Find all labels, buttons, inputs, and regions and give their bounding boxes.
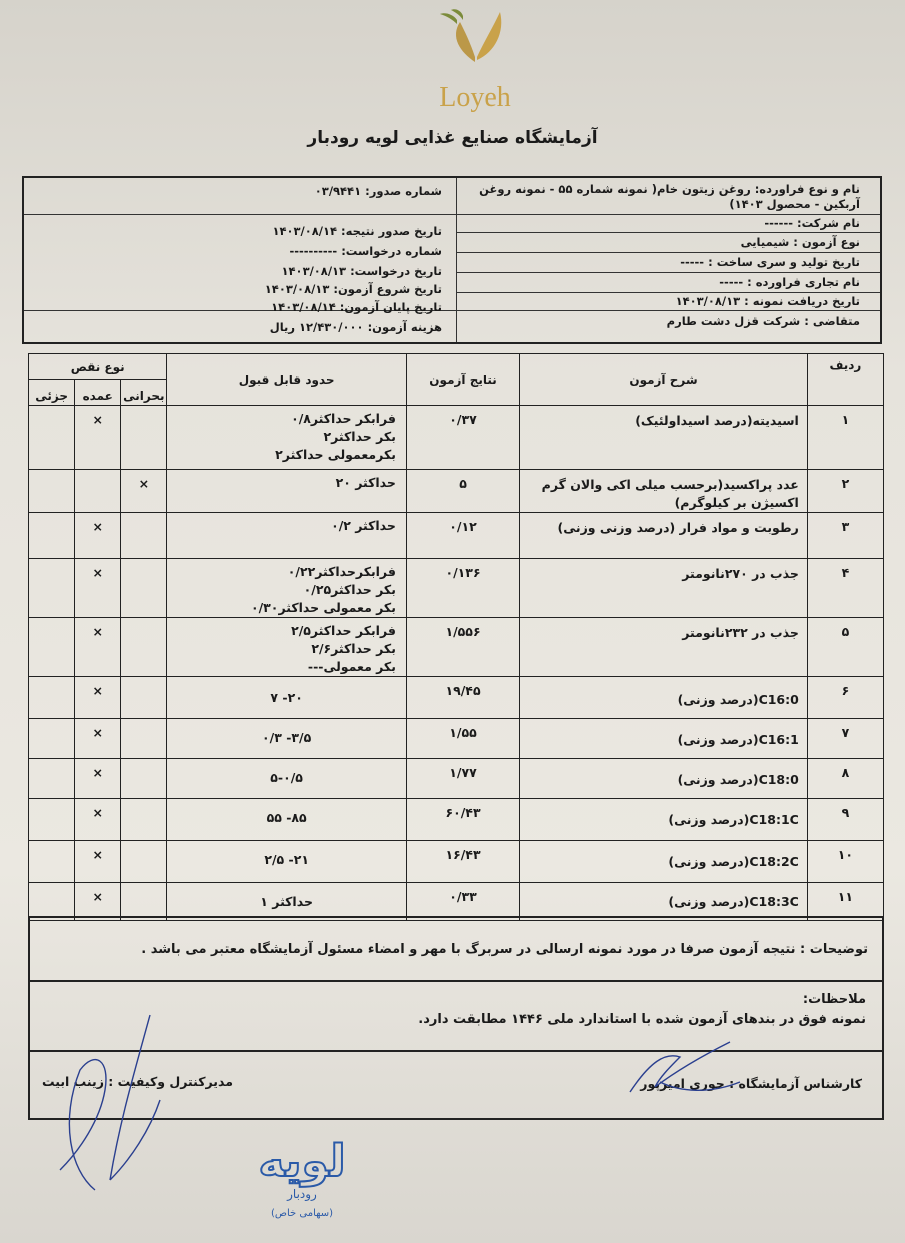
mark-major: × bbox=[75, 883, 121, 921]
table-row bbox=[29, 406, 884, 470]
mark-critical: × bbox=[121, 470, 167, 513]
mark-critical bbox=[121, 677, 167, 719]
mark-minor bbox=[29, 719, 75, 759]
test-description: عدد پراکسید(برحسب میلی اکی والان گرم اکسیژن بر کیلوگرم) bbox=[520, 470, 808, 513]
header-result: نتایج آزمون bbox=[406, 354, 519, 406]
mark-critical bbox=[121, 559, 167, 618]
mark-major: × bbox=[75, 841, 121, 883]
lab-expert-signature bbox=[610, 1022, 750, 1122]
acceptable-limits: ۵-۰/۵ bbox=[167, 759, 407, 799]
test-type: نوع آزمون : شیمیایی bbox=[740, 235, 860, 249]
applicant: متقاضی : شرکت قزل دشت طارم bbox=[666, 314, 860, 328]
acceptable-limits: ۲۰- ۷ bbox=[167, 677, 407, 719]
row-number: ۱۰ bbox=[807, 841, 883, 883]
mark-minor bbox=[29, 677, 75, 719]
table-row bbox=[29, 559, 884, 618]
mark-minor bbox=[29, 759, 75, 799]
row-number: ۸ bbox=[807, 759, 883, 799]
test-result: ۱۹/۴۵ bbox=[406, 677, 519, 719]
issue-number: شماره صدور: ۰۳/۹۴۴۱ bbox=[314, 184, 442, 198]
loyeh-logo bbox=[405, 2, 545, 117]
mark-major: × bbox=[75, 719, 121, 759]
table-row bbox=[29, 470, 884, 513]
test-end-date: تاریخ پایان آزمون: ۱۴۰۳/۰۸/۱۴ bbox=[271, 300, 442, 314]
test-description: C16:0(درصد وزنی) bbox=[520, 677, 808, 719]
test-result: ۵ bbox=[406, 470, 519, 513]
mark-minor bbox=[29, 559, 75, 618]
result-date: تاریخ صدور نتیجه: ۱۴۰۳/۰۸/۱۴ bbox=[272, 224, 442, 238]
table-row bbox=[29, 719, 884, 759]
table-row bbox=[29, 677, 884, 719]
company-name: نام شرکت: ------ bbox=[764, 216, 860, 230]
acceptable-limits: فرابکر حداکثر۲/۵ بکر حداکثر۲/۶ بکر معمولی--- bbox=[167, 618, 407, 677]
acceptable-limits: حداکثر ۲۰ bbox=[167, 470, 407, 513]
mark-major: × bbox=[75, 618, 121, 677]
test-result: ۱/۵۵۶ bbox=[406, 618, 519, 677]
mark-minor bbox=[29, 513, 75, 559]
table-row bbox=[29, 883, 884, 921]
test-description: جذب در ۲۷۰نانومتر bbox=[520, 559, 808, 618]
table-row bbox=[29, 799, 884, 841]
header-critical: بحرانی bbox=[121, 380, 167, 406]
mark-major: × bbox=[75, 513, 121, 559]
row-number: ۱۱ bbox=[807, 883, 883, 921]
brand-name: نام تجاری فراورده : ----- bbox=[719, 275, 860, 289]
acceptable-limits: ۸۵- ۵۵ bbox=[167, 799, 407, 841]
mark-major: × bbox=[75, 406, 121, 470]
row-number: ۹ bbox=[807, 799, 883, 841]
row-number: ۲ bbox=[807, 470, 883, 513]
test-result: ۱/۷۷ bbox=[406, 759, 519, 799]
mark-major: × bbox=[75, 799, 121, 841]
test-result: ۰/۳۷ bbox=[406, 406, 519, 470]
mark-minor bbox=[29, 841, 75, 883]
stamp-sub: رودبار bbox=[287, 1187, 317, 1201]
acceptable-limits: فرابکر حداکثر۰/۸ بکر حداکثر۲ بکرمعمولی حداکثر۲ bbox=[167, 406, 407, 470]
header-row-number: ردیف bbox=[807, 354, 883, 406]
table-row bbox=[29, 759, 884, 799]
test-result: ۰/۱۳۶ bbox=[406, 559, 519, 618]
test-description: C18:1C(درصد وزنی) bbox=[520, 799, 808, 841]
lab-expert-signature-label: کارشناس آزمایشگاه : حوری امیرپور bbox=[640, 1076, 862, 1091]
table-row bbox=[29, 841, 884, 883]
stamp-brand: لویه bbox=[258, 1136, 346, 1187]
acceptable-limits: حداکثر ۱ bbox=[167, 883, 407, 921]
row-number: ۳ bbox=[807, 513, 883, 559]
table-row bbox=[29, 618, 884, 677]
acceptable-limits: حداکثر ۰/۲ bbox=[167, 513, 407, 559]
test-cost: هزینه آزمون: ۱۲/۴۳۰/۰۰۰ ریال bbox=[269, 320, 442, 334]
production-date: تاریخ تولید و سری ساخت : ----- bbox=[680, 255, 860, 269]
qc-manager-signature-label: مدیرکنترل وکیفیت : زینب ابیت bbox=[42, 1074, 233, 1089]
mark-critical bbox=[121, 883, 167, 921]
product-name: نام و نوع فراورده: روغن زیتون خام( نمونه شماره ۵۵ - نمونه روغن آربکین - محصول ۱۴۰۳) bbox=[479, 182, 860, 211]
mark-critical bbox=[121, 406, 167, 470]
header-minor: جزئی bbox=[29, 380, 75, 406]
mark-critical bbox=[121, 618, 167, 677]
request-date: تاریخ درخواست: ۱۴۰۳/۰۸/۱۳ bbox=[281, 264, 442, 278]
logo-text: Loyeh bbox=[439, 82, 511, 113]
mark-major bbox=[75, 470, 121, 513]
mark-critical bbox=[121, 799, 167, 841]
test-description: C18:3C(درصد وزنی) bbox=[520, 883, 808, 921]
test-description: C18:2C(درصد وزنی) bbox=[520, 841, 808, 883]
row-number: ۷ bbox=[807, 719, 883, 759]
lab-title: آزمایشگاه صنایع غذایی لویه رودبار bbox=[307, 128, 598, 148]
test-description: رطوبت و مواد فرار (درصد وزنی وزنی) bbox=[520, 513, 808, 559]
sample-received-date: تاریخ دریافت نمونه : ۱۴۰۳/۰۸/۱۳ bbox=[675, 294, 860, 308]
test-result: ۰/۱۲ bbox=[406, 513, 519, 559]
test-description: جذب در ۲۳۲نانومتر bbox=[520, 618, 808, 677]
row-number: ۱ bbox=[807, 406, 883, 470]
header-description: شرح آزمون bbox=[520, 354, 808, 406]
test-result: ۰/۳۳ bbox=[406, 883, 519, 921]
info-box bbox=[22, 176, 882, 344]
test-result: ۱۶/۴۳ bbox=[406, 841, 519, 883]
stamp-company-type: (سهامی خاص) bbox=[270, 1208, 334, 1219]
test-start-date: تاریخ شروع آزمون: ۱۴۰۳/۰۸/۱۳ bbox=[264, 282, 442, 296]
row-number: ۶ bbox=[807, 677, 883, 719]
acceptable-limits: ۲۱- ۲/۵ bbox=[167, 841, 407, 883]
mark-minor bbox=[29, 406, 75, 470]
mark-minor bbox=[29, 618, 75, 677]
mark-minor bbox=[29, 799, 75, 841]
mark-major: × bbox=[75, 559, 121, 618]
row-number: ۵ bbox=[807, 618, 883, 677]
header-defect-type: نوع نقص bbox=[29, 354, 167, 380]
acceptable-limits: فرابکرحداکثر۰/۲۲ بکر حداکثر۰/۲۵ بکر معمولی حداکثر۰/۳۰ bbox=[167, 559, 407, 618]
qc-manager-signature bbox=[40, 1010, 180, 1200]
acceptable-limits: ۳/۵- ۰/۳ bbox=[167, 719, 407, 759]
header-limits: حدود قابل قبول bbox=[167, 354, 407, 406]
mark-major: × bbox=[75, 677, 121, 719]
test-description: C16:1(درصد وزنی) bbox=[520, 719, 808, 759]
mark-major: × bbox=[75, 759, 121, 799]
table-row bbox=[29, 513, 884, 559]
test-description: C18:0(درصد وزنی) bbox=[520, 759, 808, 799]
test-result: ۶۰/۴۳ bbox=[406, 799, 519, 841]
remarks-text: نمونه فوق در بندهای آزمون شده با استاندارد ملی ۱۴۴۶ مطابقت دارد. bbox=[418, 1012, 866, 1027]
mark-critical bbox=[121, 759, 167, 799]
mark-critical bbox=[121, 719, 167, 759]
company-stamp bbox=[232, 1128, 372, 1223]
mark-minor bbox=[29, 470, 75, 513]
notes-section: توضیحات : نتیجه آزمون صرفا در مورد نمونه ارسالی در سربرگ با مهر و امضاء مسئول آزمایشگاه معتبر می باشد . bbox=[28, 916, 884, 982]
results-table bbox=[28, 353, 884, 921]
test-description: اسیدیته(درصد اسیداولئیک) bbox=[520, 406, 808, 470]
header-major: عمده bbox=[75, 380, 121, 406]
remarks-title: ملاحظات: bbox=[802, 992, 866, 1007]
mark-minor bbox=[29, 883, 75, 921]
mark-critical bbox=[121, 513, 167, 559]
mark-critical bbox=[121, 841, 167, 883]
row-number: ۴ bbox=[807, 559, 883, 618]
test-result: ۱/۵۵ bbox=[406, 719, 519, 759]
request-number: شماره درخواست: ---------- bbox=[289, 244, 442, 258]
